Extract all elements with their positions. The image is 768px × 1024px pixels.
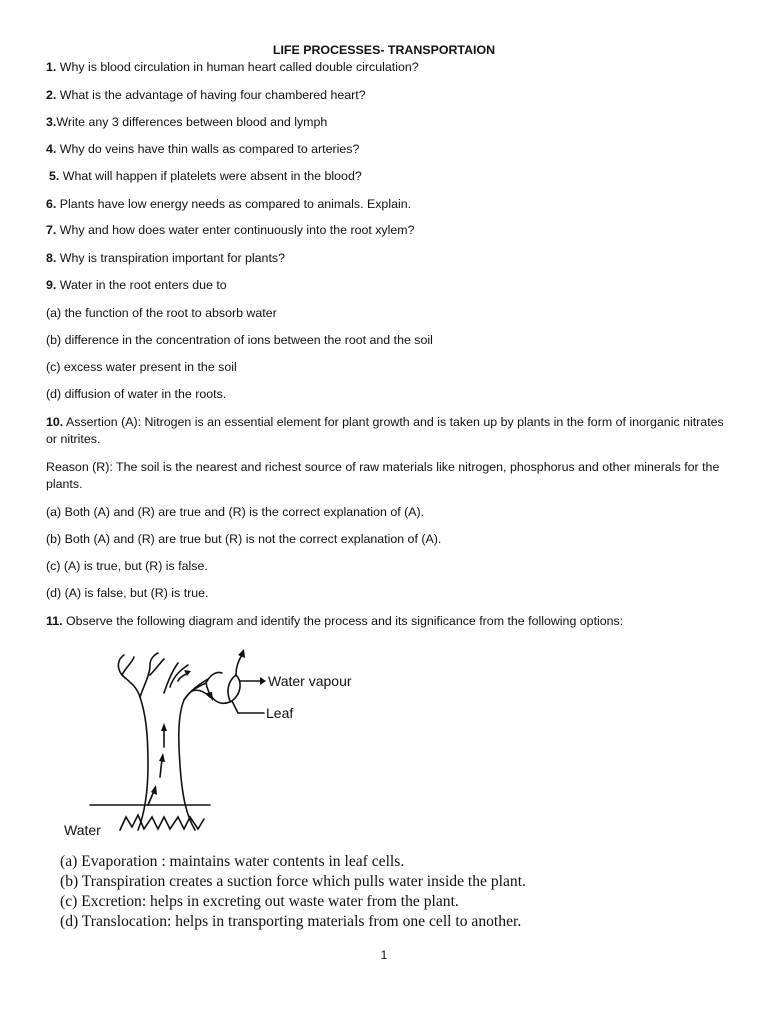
arrowhead <box>151 785 157 795</box>
question-text: What will happen if platelets were absent in the blood? <box>59 169 362 183</box>
arrowhead <box>206 692 213 701</box>
label-water-vapour: Water vapour <box>268 673 352 689</box>
q11-option-c: (c) Excretion: helps in excreting out waste water from the plant. <box>60 893 459 910</box>
question-text: Write any 3 differences between blood and lymph <box>56 115 328 129</box>
page-number: 1 <box>380 948 388 962</box>
q9-option-d: (d) diffusion of water in the roots. <box>46 387 227 401</box>
transpiration-diagram <box>60 645 360 845</box>
leaf <box>228 675 240 701</box>
question-text: Water in the root enters due to <box>56 278 227 292</box>
question-text: Observe the following diagram and identify the process and its significance from the following options: <box>62 614 624 628</box>
label-leaf: Leaf <box>266 705 294 721</box>
question-2 <box>46 87 726 104</box>
question-text: Why is blood circulation in human heart called double circulation? <box>56 60 419 74</box>
question-1 <box>46 59 726 76</box>
question-text: Plants have low energy needs as compared to animals. Explain. <box>56 197 412 211</box>
q9-option-b: (b) difference in the concentration of ions between the root and the soil <box>46 333 433 347</box>
q10-option-a: (a) Both (A) and (R) are true and (R) is the correct explanation of (A). <box>46 505 425 519</box>
question-10-assertion <box>46 414 726 448</box>
question-number: 9. <box>46 278 57 292</box>
q11-option-d: (d) Translocation: helps in transporting materials from one cell to another. <box>60 913 522 930</box>
question-text: What is the advantage of having four chambered heart? <box>56 88 366 102</box>
label-water: Water <box>64 822 101 838</box>
question-number: 2. <box>46 88 57 102</box>
q10-option-d: (d) (A) is false, but (R) is true. <box>46 586 209 600</box>
question-number: 7. <box>46 223 57 237</box>
q11-option-a: (a) Evaporation : maintains water contents in leaf cells. <box>60 853 405 870</box>
q10-option-c: (c) (A) is true, but (R) is false. <box>46 559 208 573</box>
q9-option-a: (a) the function of the root to absorb water <box>46 306 277 320</box>
question-number: 10. <box>46 415 64 429</box>
question-6 <box>46 196 726 213</box>
arrowhead <box>161 723 167 731</box>
question-11 <box>46 613 726 630</box>
question-number: 4. <box>46 142 57 156</box>
question-text: Why is transpiration important for plants? <box>56 251 285 265</box>
question-number: 8. <box>46 251 57 265</box>
leaf-pointer <box>232 701 264 713</box>
question-7 <box>46 222 726 239</box>
question-10-reason: Reason (R): The soil is the nearest and richest source of raw materials like nitrogen, phosphorus and other minerals for the plants. <box>46 460 720 491</box>
q11-option-b: (b) Transpiration creates a suction force which pulls water inside the plant. <box>60 873 526 890</box>
vapour-arrow <box>236 655 242 675</box>
question-text: Why do veins have thin walls as compared to arteries? <box>56 142 360 156</box>
assertion-text: Assertion (A): Nitrogen is an essential element for plant growth and is taken up by plants in the form of inorganic nitrates or nitrites. <box>46 415 724 446</box>
question-number: 5. <box>49 169 60 183</box>
arrowhead <box>159 753 165 762</box>
page-title: LIFE PROCESSES- TRANSPORTAION <box>272 43 496 57</box>
tree-trunk-right <box>179 683 206 830</box>
question-number: 1. <box>46 60 57 74</box>
question-number: 11. <box>46 614 63 628</box>
arrowhead <box>260 677 266 685</box>
question-9 <box>46 277 726 294</box>
question-number: 3. <box>46 115 57 129</box>
water-arrow-3 <box>148 791 154 805</box>
question-number: 6. <box>46 197 57 211</box>
q9-option-c: (c) excess water present in the soil <box>46 360 237 374</box>
question-text: Why and how does water enter continuously into the root xylem? <box>56 223 415 237</box>
question-5 <box>49 168 729 185</box>
q10-option-b: (b) Both (A) and (R) are true but (R) is not the correct explanation of (A). <box>46 532 442 546</box>
tree-trunk-left <box>122 675 148 830</box>
question-4 <box>46 141 726 158</box>
water-arrow-2 <box>160 759 162 777</box>
question-8 <box>46 250 726 267</box>
question-3 <box>46 114 726 131</box>
